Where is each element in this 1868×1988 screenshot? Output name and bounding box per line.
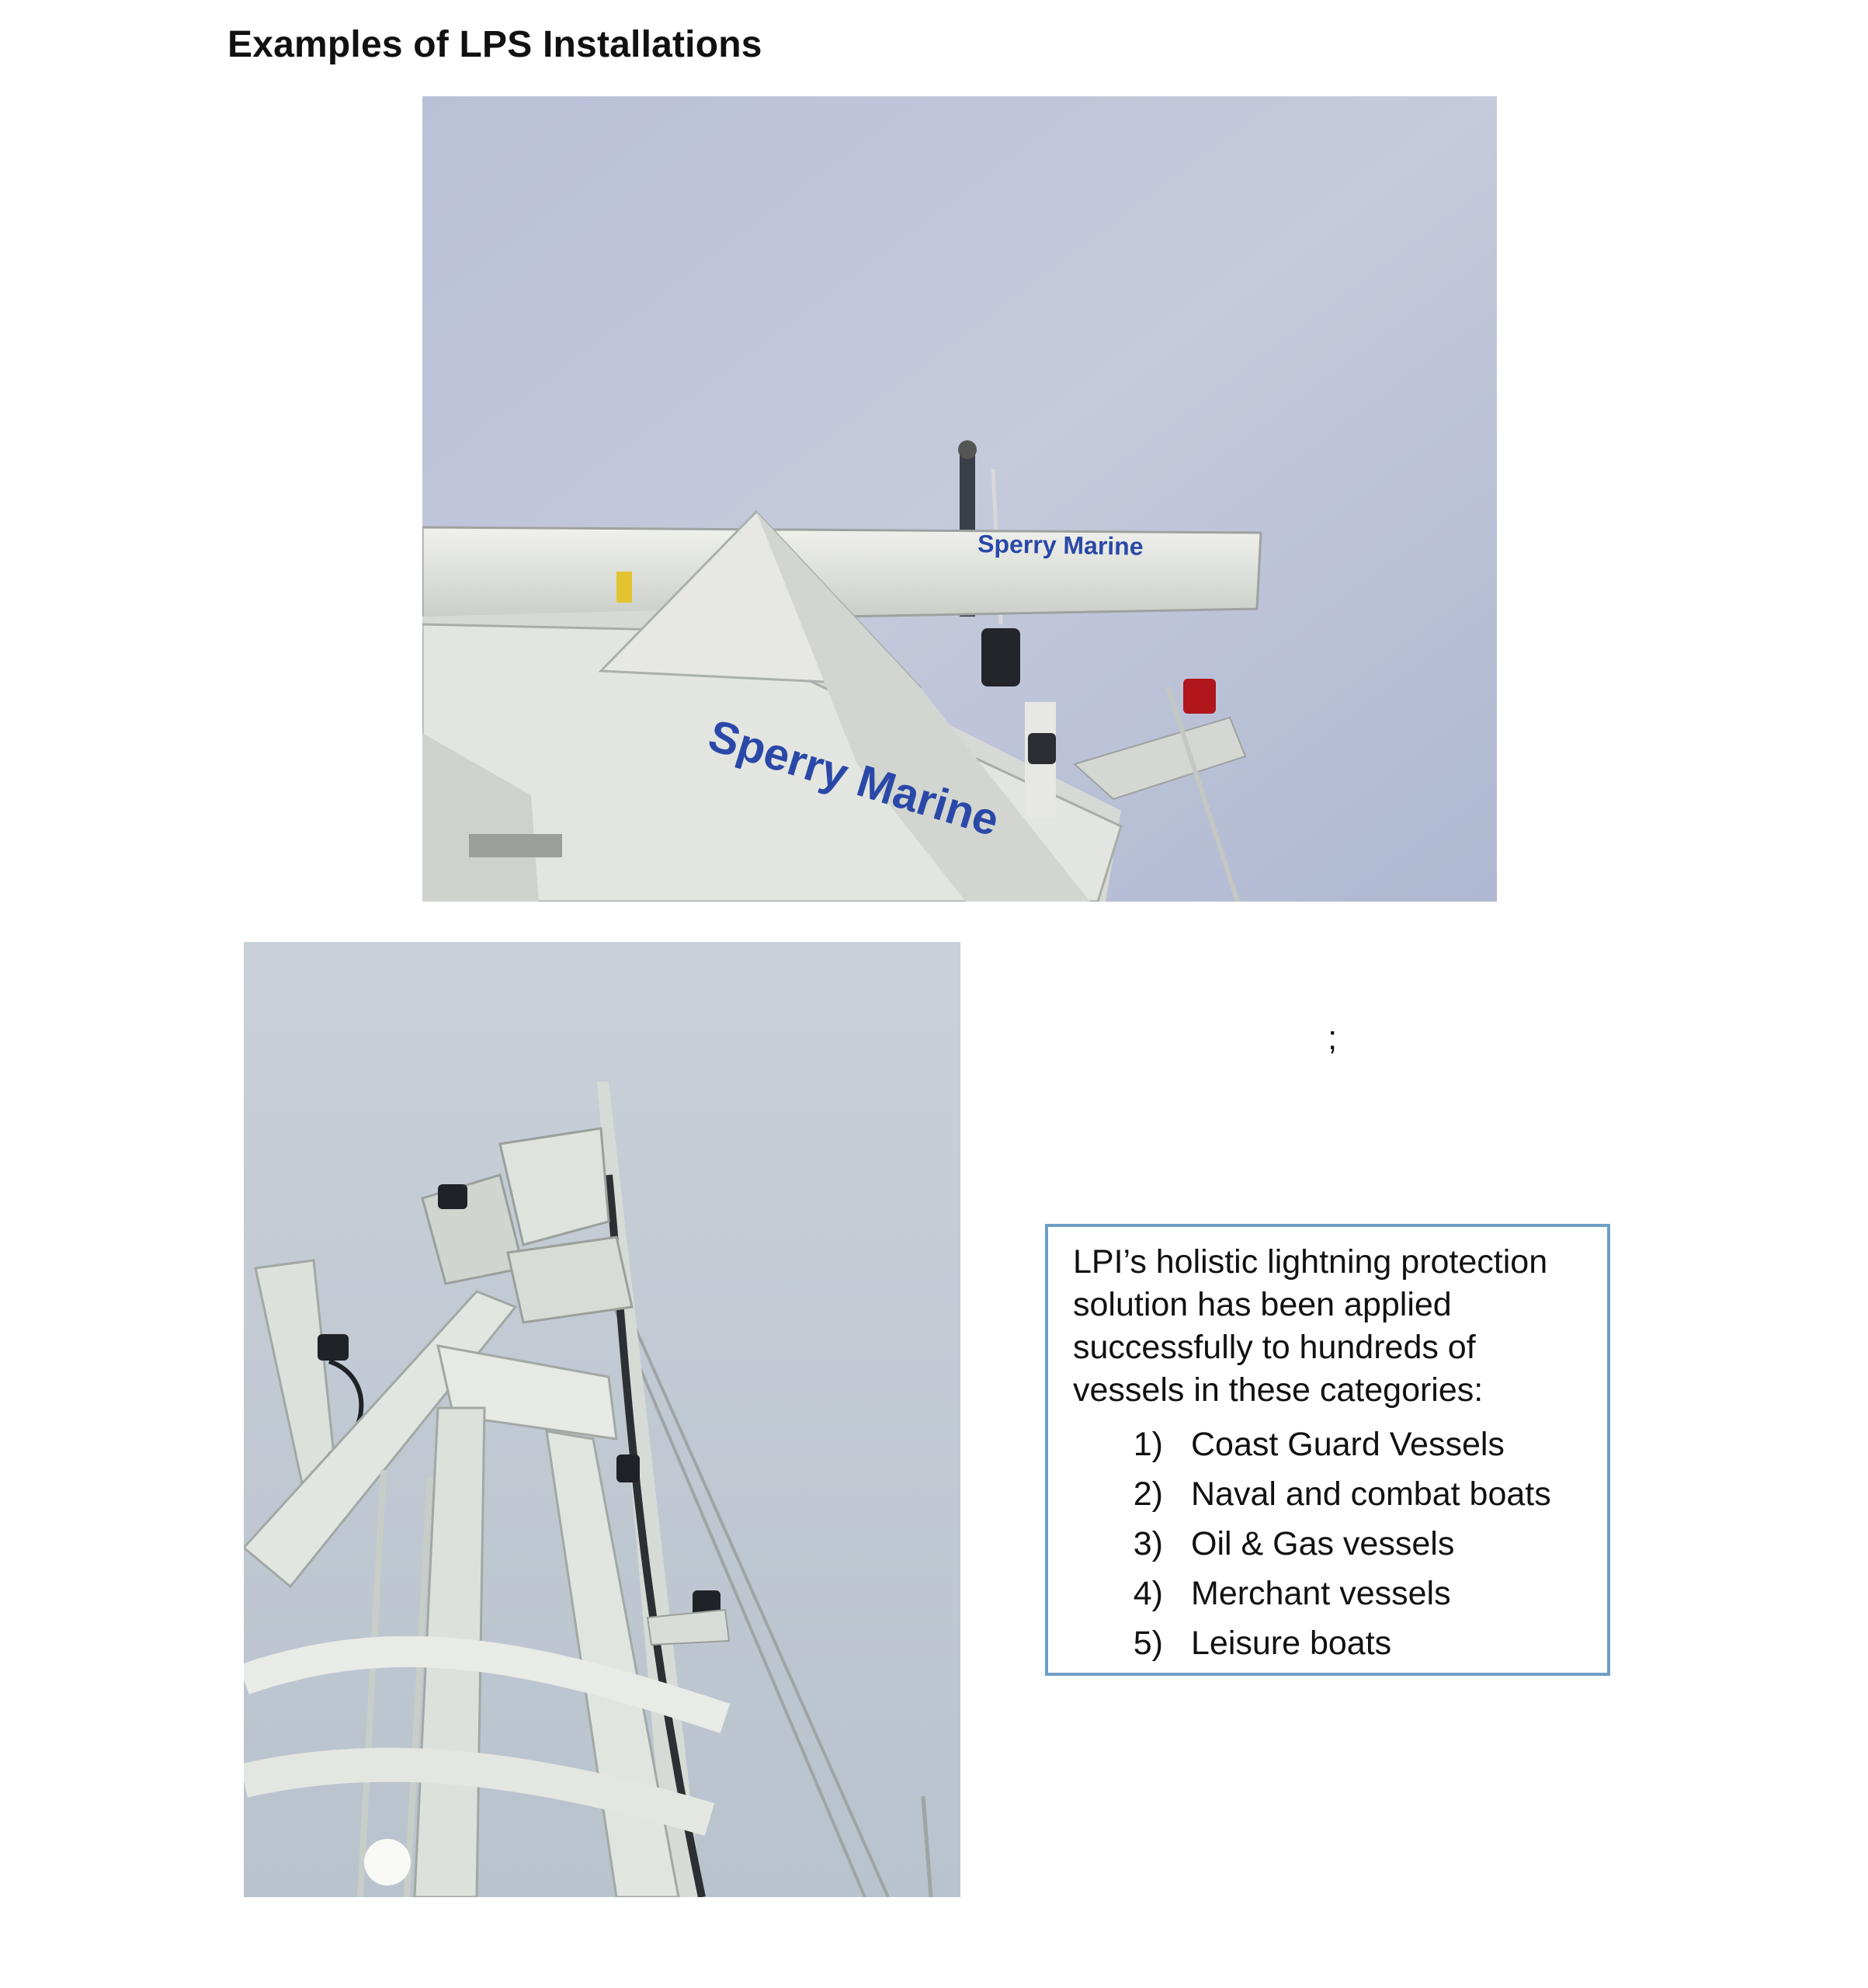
- brand-text-small: Sperry Marine: [977, 530, 1144, 561]
- list-item-number: 4): [1133, 1575, 1163, 1612]
- list-item: [1073, 1569, 1592, 1618]
- list-item-number: 3): [1133, 1525, 1163, 1562]
- stray-semicolon: ;: [1328, 1019, 1338, 1057]
- list-item-number: 5): [1133, 1625, 1163, 1662]
- page-title: Examples of LPS Installations: [227, 24, 762, 65]
- photo-sperry-marine-mast: [422, 96, 1497, 902]
- intro-line: vessels in these categories:: [1073, 1371, 1484, 1409]
- list-item-number: 2): [1133, 1475, 1163, 1513]
- list-item-label: Oil & Gas vessels: [1191, 1525, 1455, 1562]
- list-item: [1073, 1618, 1592, 1668]
- intro-line: successfully to hundreds of: [1073, 1329, 1476, 1366]
- mast-photo-bottom-illustration: [244, 942, 960, 1897]
- brand-text-large: Sperry Marine: [703, 710, 1005, 846]
- list-item-number: 1): [1133, 1426, 1163, 1463]
- photo-mast-lps-terminals: [244, 942, 960, 1897]
- list-item-label: Naval and combat boats: [1191, 1475, 1551, 1513]
- list-item: [1073, 1519, 1592, 1569]
- vessel-categories-box: [1045, 1224, 1610, 1676]
- intro-text: [1073, 1241, 1601, 1412]
- list-item: [1073, 1469, 1592, 1519]
- list-item-label: Merchant vessels: [1191, 1575, 1451, 1612]
- intro-line: LPI’s holistic lightning protection: [1073, 1243, 1548, 1281]
- list-item-label: Coast Guard Vessels: [1191, 1426, 1505, 1463]
- list-item: [1073, 1420, 1592, 1469]
- category-list: [1073, 1420, 1592, 1668]
- mast-photo-top-illustration: [422, 96, 1497, 902]
- list-item-label: Leisure boats: [1191, 1625, 1392, 1662]
- intro-line: solution has been applied: [1073, 1286, 1452, 1323]
